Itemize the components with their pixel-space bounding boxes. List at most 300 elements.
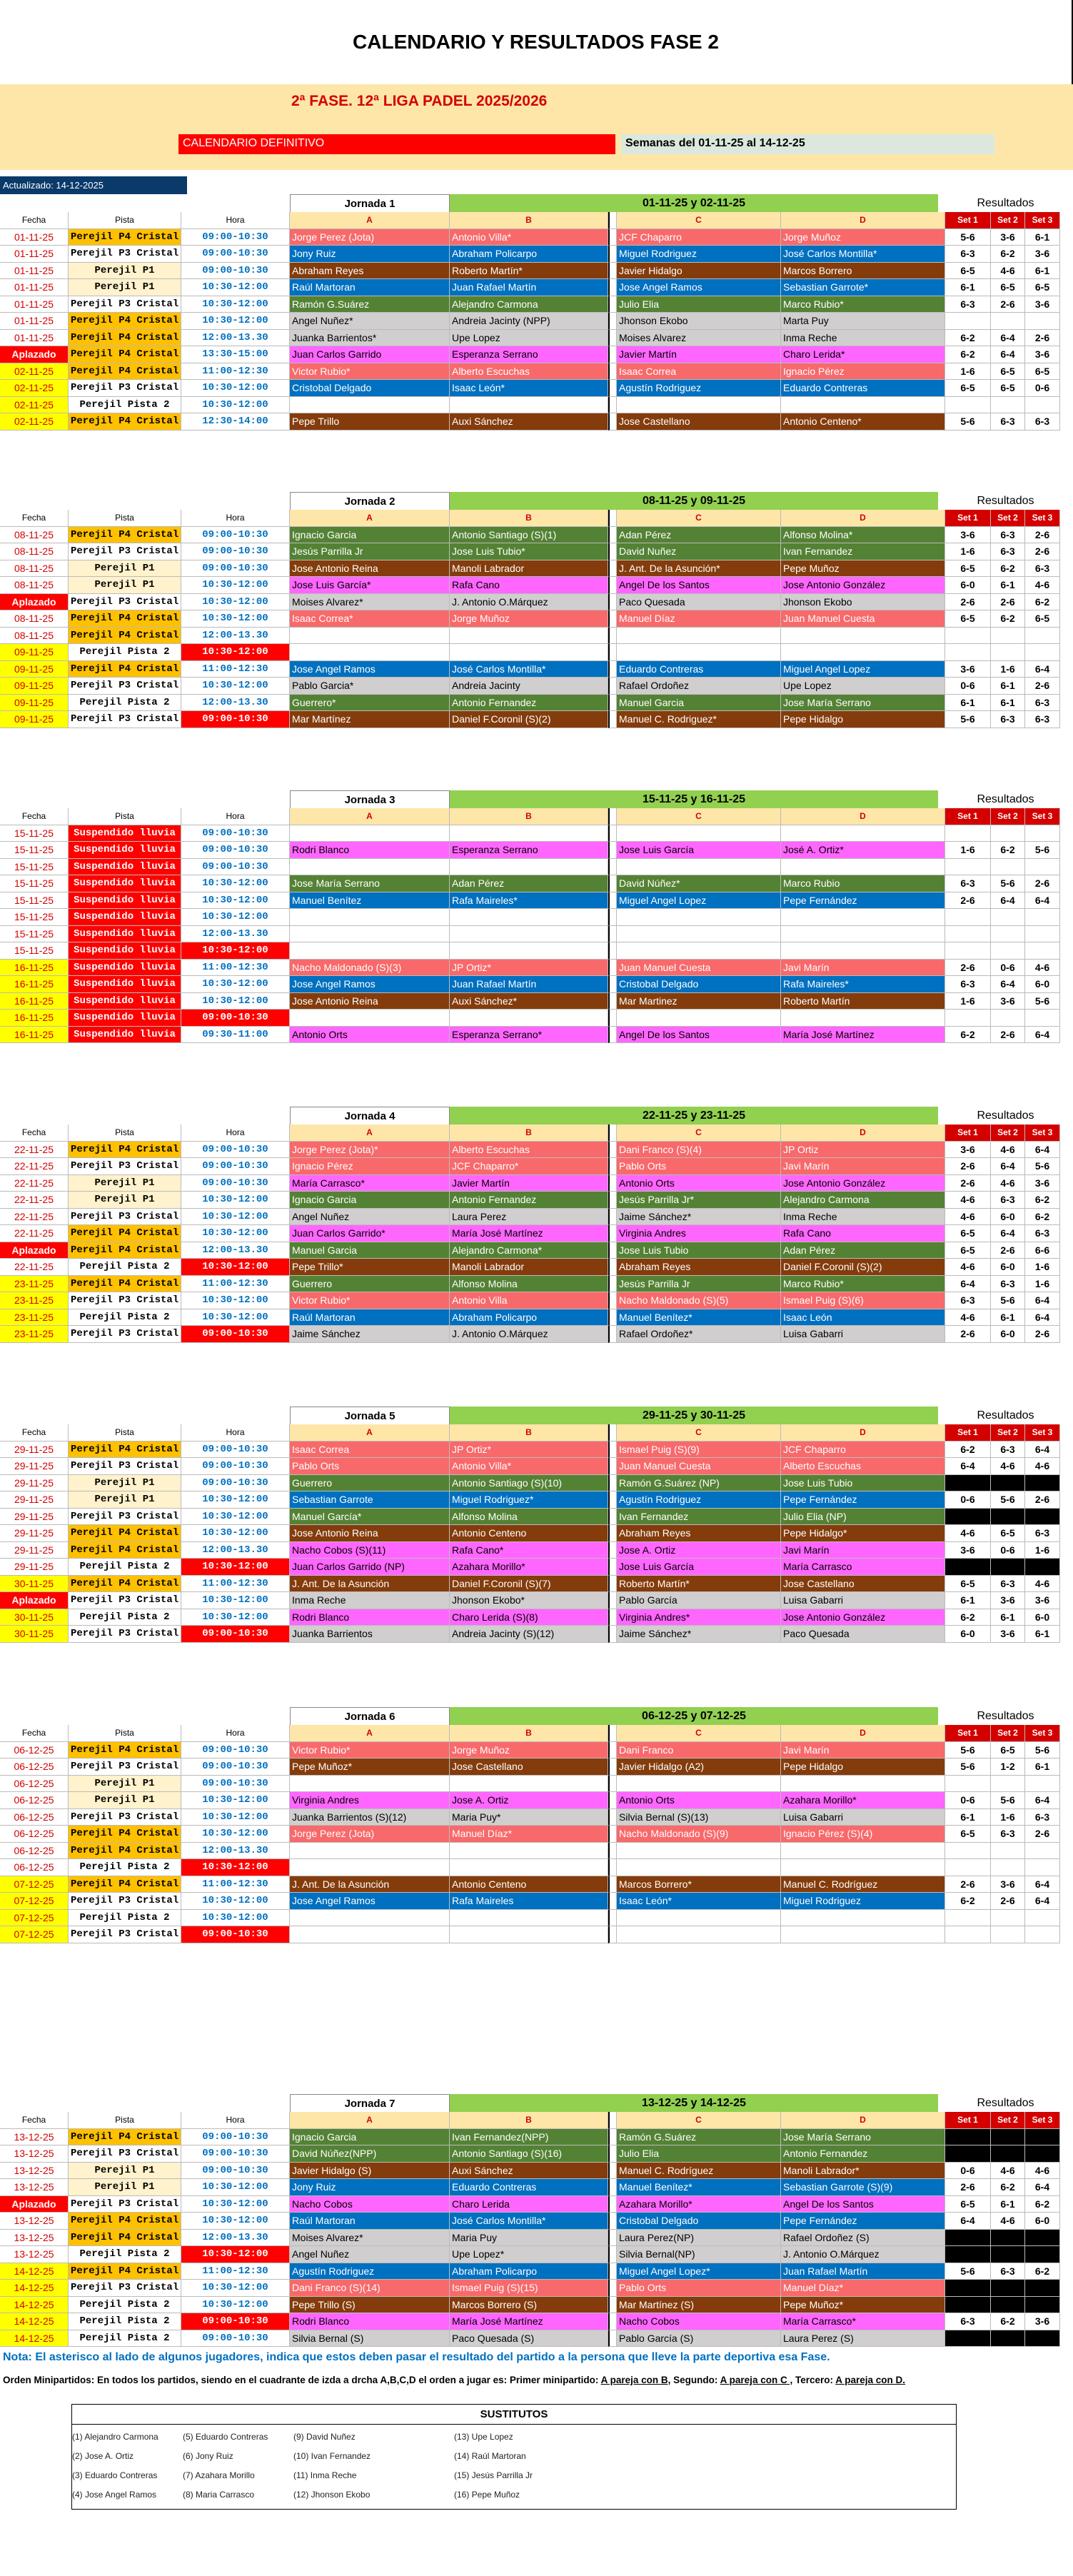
jornada-header — [0, 194, 1073, 212]
set-score-3: 5-6 — [1025, 1158, 1060, 1175]
column-gap — [608, 346, 617, 363]
player-d: Javi Marín — [781, 960, 945, 977]
match-time: 09:00-10:30 — [181, 825, 290, 842]
set-score-2 — [991, 1859, 1025, 1876]
set-score-3: 6-6 — [1025, 1242, 1060, 1259]
set-score-2: 6-1 — [991, 577, 1025, 594]
player-b: Javier Martín — [450, 1175, 608, 1192]
player-d: Juan Manuel Cuesta — [781, 610, 945, 628]
set-score-3 — [1025, 1910, 1060, 1927]
column-gap — [608, 1010, 617, 1027]
player-b: Adan Pérez — [450, 875, 608, 892]
match-time: 12:30-14:00 — [181, 413, 290, 431]
column-gap — [608, 2129, 617, 2146]
set-score-2: 6-3 — [991, 1192, 1025, 1209]
set-score-2 — [991, 1843, 1025, 1860]
player-b: Esperanza Serrano* — [450, 1027, 608, 1044]
match-time: 10:30-12:00 — [181, 577, 290, 594]
player-a: María Carrasco* — [290, 1175, 450, 1192]
set-score-1: 5-6 — [945, 1759, 991, 1776]
player-b — [450, 1776, 608, 1793]
header-set1: Set 1 — [945, 510, 991, 527]
match-court: Perejil P4 Cristal — [69, 2263, 181, 2280]
player-c: Adan Pérez — [617, 527, 781, 544]
calendario-label: CALENDARIO DEFINITIVO — [178, 134, 615, 154]
column-header-row — [0, 1125, 1073, 1142]
player-a: Rodri Blanco — [290, 1609, 450, 1626]
set-score-2 — [991, 313, 1025, 330]
match-court: Perejil P1 — [69, 1475, 181, 1492]
set-score-2: 6-4 — [991, 346, 1025, 363]
player-c — [617, 1010, 781, 1027]
player-b: Antonio Santiago (S)(10) — [450, 1475, 608, 1492]
column-gap — [608, 2179, 617, 2196]
player-a: Agustín Rodriguez — [290, 2263, 450, 2280]
match-row — [0, 825, 1073, 842]
match-time: 11:00-12:30 — [181, 661, 290, 678]
set-score-1 — [945, 825, 991, 842]
player-b — [450, 397, 608, 414]
player-a: Ignacio Garcia — [290, 2129, 450, 2146]
player-c: Nacho Cobos — [617, 2313, 781, 2330]
match-row — [0, 993, 1073, 1010]
player-a: Ignacio Garcia — [290, 1192, 450, 1209]
resultados-label: Resultados — [977, 1110, 1034, 1122]
set-score-1: 0-6 — [945, 2163, 991, 2180]
player-d — [781, 942, 945, 960]
match-row — [0, 543, 1073, 560]
match-date: 02-11-25 — [0, 397, 69, 414]
player-c: Julio Elia — [617, 2145, 781, 2163]
player-c — [617, 1776, 781, 1793]
match-date: 30-11-25 — [0, 1609, 69, 1626]
player-c — [617, 1910, 781, 1927]
column-gap — [608, 875, 617, 892]
player-a: Isaac Correa — [290, 1442, 450, 1459]
player-c: Antonio Orts — [617, 1792, 781, 1809]
match-court: Perejil Pista 2 — [69, 2313, 181, 2330]
match-time: 09:00-10:30 — [181, 842, 290, 859]
set-score-3 — [1025, 1010, 1060, 1027]
player-c: Virginia Andres* — [617, 1609, 781, 1626]
player-d: JP Ortiz — [781, 1142, 945, 1159]
match-date: 01-11-25 — [0, 229, 69, 246]
player-c — [617, 644, 781, 661]
column-gap — [608, 2330, 617, 2348]
set-score-3: 2-6 — [1025, 875, 1060, 892]
match-time: 10:30-12:00 — [181, 1225, 290, 1242]
player-b: JP Ortiz* — [450, 1442, 608, 1459]
player-c: Silvia Bernal (S)(13) — [617, 1809, 781, 1826]
set-score-1: 6-3 — [945, 1292, 991, 1309]
header-set2: Set 2 — [991, 510, 1025, 527]
header-set3: Set 3 — [1025, 1424, 1060, 1442]
player-b: Alfonso Molina — [450, 1509, 608, 1526]
header-hora: Hora — [181, 1424, 290, 1442]
column-gap — [608, 808, 617, 825]
match-court: Perejil P3 Cristal — [69, 711, 181, 728]
header-a: A — [290, 1725, 450, 1742]
match-court: Perejil P3 Cristal — [69, 1926, 181, 1943]
set-score-3: 2-6 — [1025, 543, 1060, 560]
column-gap — [608, 993, 617, 1010]
player-b: José Carlos Montilla* — [450, 2213, 608, 2230]
match-time: 10:30-12:00 — [181, 1809, 290, 1826]
match-time: 10:30-12:00 — [181, 1792, 290, 1809]
player-d: Manuel C. Rodríguez — [781, 1876, 945, 1893]
match-date: Aplazado — [0, 1242, 69, 1259]
player-c: Jose A. Ortiz — [617, 1542, 781, 1559]
column-gap — [608, 1859, 617, 1876]
set-score-3 — [1025, 2297, 1060, 2314]
player-b: Antonio Centeno — [450, 1525, 608, 1542]
set-score-1: 1-6 — [945, 993, 991, 1010]
match-time: 12:00-13.30 — [181, 695, 290, 712]
player-b: Daniel F.Coronil (S)(7) — [450, 1576, 608, 1593]
header-set1: Set 1 — [945, 1424, 991, 1442]
match-court: Perejil P3 Cristal — [69, 594, 181, 611]
player-a — [290, 926, 450, 943]
set-score-3: 6-4 — [1025, 1792, 1060, 1809]
jornada-name: Jornada 3 — [290, 790, 450, 810]
set-score-3: 2-6 — [1025, 678, 1060, 695]
set-score-1: 4-6 — [945, 1259, 991, 1276]
match-time: 10:30-12:00 — [181, 1559, 290, 1576]
player-a: Angel Nuñez — [290, 1209, 450, 1226]
set-score-3: 3-6 — [1025, 2313, 1060, 2330]
set-score-1: 4-6 — [945, 1525, 991, 1542]
match-date: 08-11-25 — [0, 527, 69, 544]
match-date: 08-11-25 — [0, 560, 69, 578]
column-gap — [608, 1424, 617, 1442]
set-score-1: 6-4 — [945, 2213, 991, 2230]
header-c: C — [617, 1125, 781, 1142]
player-a: Manuel Benítez — [290, 892, 450, 910]
player-c: Cristobal Delgado — [617, 2213, 781, 2230]
player-c: Abraham Reyes — [617, 1259, 781, 1276]
player-c: Paco Quesada — [617, 594, 781, 611]
player-c — [617, 1926, 781, 1943]
jornada-dates: 06-12-25 y 07-12-25 — [450, 1707, 938, 1726]
player-d: Ignacio Pérez — [781, 363, 945, 381]
column-gap — [608, 976, 617, 993]
match-date: 06-12-25 — [0, 1759, 69, 1776]
match-row — [0, 229, 1073, 246]
set-score-1: 4-6 — [945, 1192, 991, 1209]
player-a: Angel Nuñez — [290, 2246, 450, 2263]
set-score-2: 1-2 — [991, 1759, 1025, 1776]
match-row — [0, 711, 1073, 728]
column-header-row — [0, 1725, 1073, 1742]
set-score-1: 0-6 — [945, 1792, 991, 1809]
match-time: 09:00-10:30 — [181, 560, 290, 578]
header-b: B — [450, 2112, 608, 2129]
player-c — [617, 909, 781, 926]
set-score-3 — [1025, 1509, 1060, 1526]
player-b: Manoli Labrador — [450, 1259, 608, 1276]
player-d: Jorge Muñoz — [781, 229, 945, 246]
player-a — [290, 825, 450, 842]
set-score-2 — [991, 2230, 1025, 2247]
player-b: Daniel F.Coronil (S)(2) — [450, 711, 608, 728]
jornada-block — [0, 2094, 1073, 2347]
match-row — [0, 909, 1073, 926]
match-row — [0, 594, 1073, 611]
match-time: 10:30-12:00 — [181, 2280, 290, 2297]
match-time: 10:30-12:00 — [181, 1491, 290, 1509]
player-a: Nacho Cobos (S)(11) — [290, 1542, 450, 1559]
column-header-row — [0, 808, 1073, 825]
player-d: JCF Chaparro — [781, 1442, 945, 1459]
match-time: 10:30-12:00 — [181, 875, 290, 892]
match-row — [0, 330, 1073, 347]
column-header-row — [0, 2112, 1073, 2129]
match-row — [0, 1826, 1073, 1843]
match-date: 15-11-25 — [0, 942, 69, 960]
set-score-1: 6-2 — [945, 1027, 991, 1044]
set-score-3 — [1025, 859, 1060, 876]
player-b: JP Ortiz* — [450, 960, 608, 977]
set-score-2: 6-3 — [991, 413, 1025, 431]
match-time: 09:00-10:30 — [181, 2313, 290, 2330]
match-court: Perejil P3 Cristal — [69, 1292, 181, 1309]
player-a: Manuel García* — [290, 1509, 450, 1526]
set-score-3: 6-4 — [1025, 1876, 1060, 1893]
match-time: 10:30-12:00 — [181, 1826, 290, 1843]
header-set3: Set 3 — [1025, 1125, 1060, 1142]
player-b — [450, 859, 608, 876]
header-hora: Hora — [181, 510, 290, 527]
set-score-2 — [991, 1559, 1025, 1576]
player-a: David Núñez(NPP) — [290, 2145, 450, 2163]
match-date: 22-11-25 — [0, 1175, 69, 1192]
player-c: Ramón G.Suárez — [617, 2129, 781, 2146]
match-court: Suspendido lluvia — [69, 942, 181, 960]
match-date: 07-12-25 — [0, 1926, 69, 1943]
match-row — [0, 892, 1073, 910]
match-date: 08-11-25 — [0, 543, 69, 560]
player-c: Pablo Orts — [617, 2280, 781, 2297]
jornada-block — [0, 1407, 1073, 1643]
player-c: Marcos Borrero* — [617, 1876, 781, 1893]
header-c: C — [617, 510, 781, 527]
player-c: Dani Franco — [617, 1742, 781, 1759]
set-score-2 — [991, 2246, 1025, 2263]
header-spacer — [0, 1707, 290, 1726]
player-b: María José Martínez — [450, 1225, 608, 1242]
set-score-3: 6-0 — [1025, 1609, 1060, 1626]
header-spacer — [0, 790, 290, 810]
player-d — [781, 1010, 945, 1027]
header-hora: Hora — [181, 808, 290, 825]
match-row — [0, 644, 1073, 661]
match-court: Perejil P3 Cristal — [69, 543, 181, 560]
set-score-1: 5-6 — [945, 711, 991, 728]
column-gap — [608, 2297, 617, 2314]
set-score-2: 6-4 — [991, 1158, 1025, 1175]
player-c: Miguel Angel Lopez — [617, 892, 781, 910]
set-score-1: 0-6 — [945, 678, 991, 695]
player-d — [781, 644, 945, 661]
match-row — [0, 397, 1073, 414]
set-score-2: 6-3 — [991, 543, 1025, 560]
set-score-1: 6-5 — [945, 380, 991, 397]
header-set3: Set 3 — [1025, 1725, 1060, 1742]
set-score-1 — [945, 1010, 991, 1027]
set-score-1: 6-3 — [945, 2313, 991, 2330]
set-score-1 — [945, 1859, 991, 1876]
semanas-label: Semanas del 01-11-25 al 14-12-25 — [621, 134, 994, 154]
match-date: 09-11-25 — [0, 695, 69, 712]
column-gap — [608, 330, 617, 347]
player-d — [781, 1926, 945, 1943]
match-court: Perejil P4 Cristal — [69, 1242, 181, 1259]
header-fecha: Fecha — [0, 212, 69, 229]
set-score-2: 4-6 — [991, 263, 1025, 280]
set-score-2: 3-6 — [991, 993, 1025, 1010]
set-score-3 — [1025, 2230, 1060, 2247]
set-score-2: 6-5 — [991, 363, 1025, 381]
player-a: Pepe Muñoz* — [290, 1759, 450, 1776]
match-date: 13-12-25 — [0, 2163, 69, 2180]
set-score-1: 6-1 — [945, 695, 991, 712]
set-score-3: 3-6 — [1025, 1592, 1060, 1609]
player-a: Cristobal Delgado — [290, 380, 450, 397]
set-score-3: 2-6 — [1025, 330, 1060, 347]
jornada-header — [0, 492, 1073, 510]
set-score-3: 5-6 — [1025, 842, 1060, 859]
set-score-1 — [945, 1843, 991, 1860]
match-date: 06-12-25 — [0, 1859, 69, 1876]
player-d — [781, 909, 945, 926]
set-score-2: 6-0 — [991, 1259, 1025, 1276]
column-gap — [608, 661, 617, 678]
set-score-1: 2-6 — [945, 2179, 991, 2196]
player-c: Manuel Benítez* — [617, 2179, 781, 2196]
column-gap — [608, 263, 617, 280]
player-b: Andreia Jacinty (S)(12) — [450, 1626, 608, 1643]
player-d: Jose Antonio González — [781, 1175, 945, 1192]
sustituto-item: (1) Alejandro Carmona — [72, 2432, 158, 2442]
header-a: A — [290, 1424, 450, 1442]
set-score-2 — [991, 1910, 1025, 1927]
match-court: Perejil P3 Cristal — [69, 380, 181, 397]
set-score-3: 6-4 — [1025, 892, 1060, 910]
match-row — [0, 296, 1073, 313]
player-c: Julio Elia — [617, 296, 781, 313]
jornada-block — [0, 790, 1073, 1043]
match-time: 11:00-12:30 — [181, 1576, 290, 1593]
set-score-3: 6-1 — [1025, 1759, 1060, 1776]
header-spacer — [0, 1107, 290, 1126]
match-date: 15-11-25 — [0, 825, 69, 842]
match-time: 10:30-12:00 — [181, 1525, 290, 1542]
player-a: Jony Ruiz — [290, 2179, 450, 2196]
player-b: Antonio Santiago (S)(16) — [450, 2145, 608, 2163]
player-d — [781, 1910, 945, 1927]
match-court: Suspendido lluvia — [69, 960, 181, 977]
match-date: 16-11-25 — [0, 993, 69, 1010]
match-row — [0, 1225, 1073, 1242]
header-set2: Set 2 — [991, 1725, 1025, 1742]
set-score-2: 6-5 — [991, 1525, 1025, 1542]
player-d: Luisa Gabarri — [781, 1809, 945, 1826]
match-court: Perejil P3 Cristal — [69, 1626, 181, 1643]
set-score-1: 2-6 — [945, 594, 991, 611]
set-score-3: 3-6 — [1025, 346, 1060, 363]
set-score-2: 4-6 — [991, 2163, 1025, 2180]
set-score-2 — [991, 644, 1025, 661]
player-c: Isaac León* — [617, 1893, 781, 1910]
set-score-2: 2-6 — [991, 1242, 1025, 1259]
match-time: 10:30-12:00 — [181, 1893, 290, 1910]
player-c: Pablo García (S) — [617, 2330, 781, 2348]
player-d: Inma Reche — [781, 1209, 945, 1226]
match-row — [0, 246, 1073, 263]
sustituto-item: (10) Ivan Fernandez — [293, 2451, 371, 2461]
player-a: Angel Nuñez* — [290, 313, 450, 330]
sustituto-item: (15) Jesús Parrilla Jr — [454, 2470, 533, 2480]
match-date: 14-12-25 — [0, 2263, 69, 2280]
player-b: Laura Perez — [450, 1209, 608, 1226]
player-b — [450, 942, 608, 960]
set-score-3: 2-6 — [1025, 1491, 1060, 1509]
column-gap — [608, 644, 617, 661]
player-b: Jhonson Ekobo* — [450, 1592, 608, 1609]
header-fecha: Fecha — [0, 510, 69, 527]
player-b: Abraham Policarpo — [450, 2263, 608, 2280]
set-score-1 — [945, 1776, 991, 1793]
player-b: JCF Chaparro* — [450, 1158, 608, 1175]
column-gap — [608, 1209, 617, 1226]
match-court: Perejil P3 Cristal — [69, 1592, 181, 1609]
set-score-3 — [1025, 628, 1060, 645]
match-time: 10:30-12:00 — [181, 1309, 290, 1327]
column-gap — [608, 212, 617, 229]
set-score-1: 3-6 — [945, 661, 991, 678]
match-date: 08-11-25 — [0, 577, 69, 594]
match-row — [0, 1859, 1073, 1876]
match-time: 10:30-12:00 — [181, 1859, 290, 1876]
set-score-2: 6-2 — [991, 2179, 1025, 2196]
header-a: A — [290, 808, 450, 825]
column-gap — [608, 1926, 617, 1943]
player-b — [450, 909, 608, 926]
match-row — [0, 1843, 1073, 1860]
set-score-3: 4-6 — [1025, 2163, 1060, 2180]
player-a — [290, 1926, 450, 1943]
set-score-3 — [1025, 1559, 1060, 1576]
match-date: 15-11-25 — [0, 842, 69, 859]
set-score-1: 6-4 — [945, 1276, 991, 1293]
match-time: 09:00-10:30 — [181, 1142, 290, 1159]
player-a: Juanka Barrientos* — [290, 330, 450, 347]
player-d: Pepe Hidalgo — [781, 1759, 945, 1776]
set-score-3 — [1025, 1926, 1060, 1943]
match-court: Perejil P4 Cristal — [69, 229, 181, 246]
column-gap — [608, 1242, 617, 1259]
player-d: María José Martínez — [781, 1027, 945, 1044]
header-pista: Pista — [69, 510, 181, 527]
match-court: Perejil P4 Cristal — [69, 1442, 181, 1459]
player-a — [290, 1910, 450, 1927]
match-time: 10:30-12:00 — [181, 1509, 290, 1526]
set-score-1: 2-6 — [945, 1175, 991, 1192]
column-header-row — [0, 1424, 1073, 1442]
player-a — [290, 1776, 450, 1793]
match-date: 01-11-25 — [0, 296, 69, 313]
match-time: 10:30-12:00 — [181, 1910, 290, 1927]
